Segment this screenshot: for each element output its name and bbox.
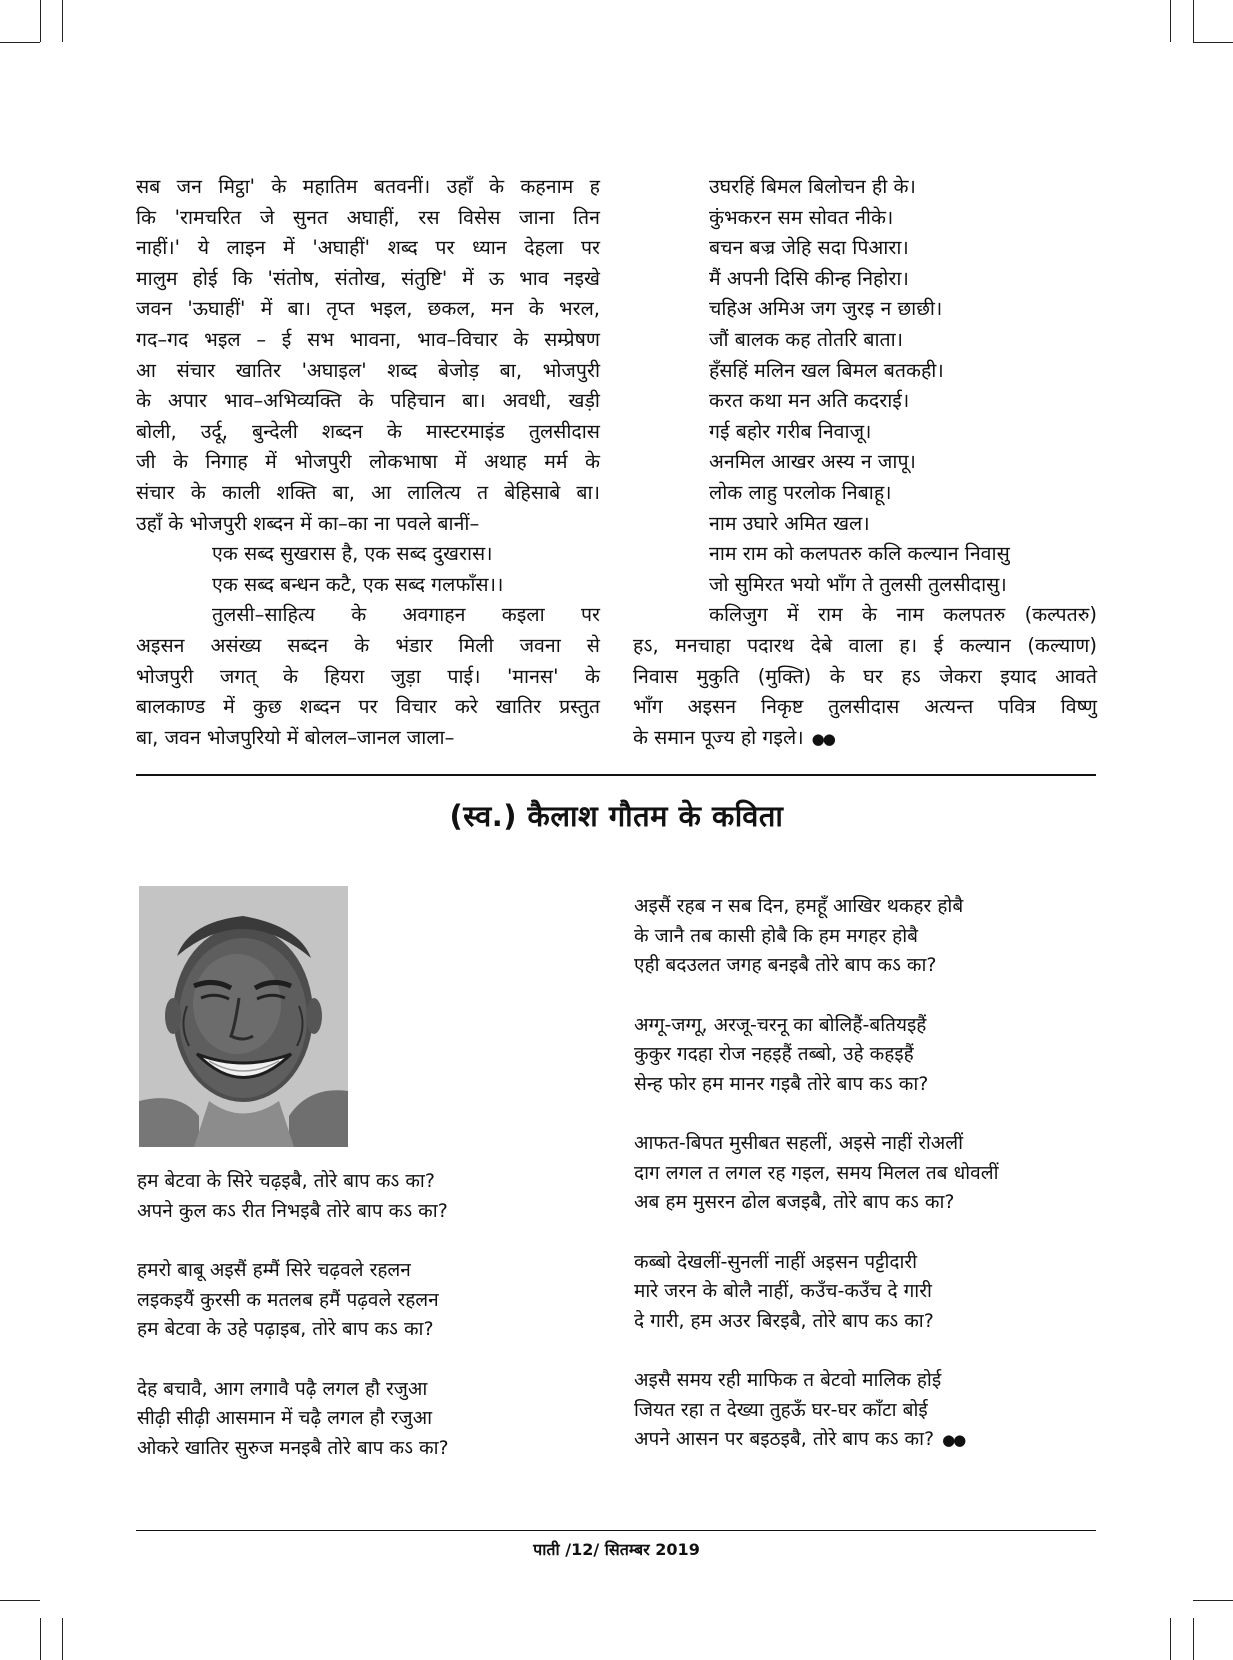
verse-line: उघरहिं बिमल बिलोचन ही के। (709, 175, 916, 198)
article-line: जवन 'ऊघाहीं' में बा। तृप्त भइल, छकल, मन के भरल, (136, 297, 600, 321)
verse-line: जो सुमिरत भयो भाँग ते तुलसी तुलसीदासु। (709, 572, 1007, 596)
section-divider (136, 774, 1096, 776)
verse-line: हँसहिं मलिन खल बिमल बतकही। (709, 358, 944, 382)
article-line: नाहीं।' ये लाइन में 'अघाहीं' शब्द पर ध्यान देहला पर (136, 236, 600, 260)
page-footer: पाती /12/ सितम्बर 2019 (533, 1540, 700, 1559)
verse-line: चहिअ अमिअ जग जुरइ न छाछी। (709, 297, 943, 321)
poem-stanza (137, 1375, 449, 1464)
poem-line: हम बेटवा के सिरे चढ़इबै, तोरे बाप कऽ का? (137, 1170, 435, 1192)
article-right-column (633, 172, 1097, 754)
article-line: कि 'रामचरित जे सुनत अघाहीं, रस विसेस जाना तिन (136, 205, 600, 229)
poem-stanza (634, 1366, 999, 1456)
article-line: उहाँ के भोजपुरी शब्दन में का–का ना पवले बानीं– (136, 511, 480, 535)
poem-line: सेन्ह फोर हम मानर गइबै तोरे बाप कऽ का? (634, 1072, 929, 1095)
poem-stanza (634, 1011, 999, 1100)
article-line: के अपार भाव–अभिव्यक्ति के पहिचान बा। अवधी, खड़ी (136, 389, 600, 413)
article-line: आ संचार खातिर 'अघाइल' शब्द बेजोड़ बा, भोजपुरी (136, 358, 600, 382)
verse-line: नाम राम को कलपतरु कलि कल्यान निवासु (709, 542, 1010, 566)
quote-line: एक सब्द सुखरास है, एक सब्द दुखरास। (212, 542, 493, 566)
article-line: बा, जवन भोजपुरियो में बोलल–जानल जाला– (136, 725, 455, 749)
crop-mark (0, 42, 40, 43)
poet-portrait-photo (139, 886, 348, 1147)
verse-line: अनमिल आखर अस्य न जापू। (709, 450, 916, 474)
poem-stanza (634, 1248, 999, 1337)
article-line: हऽ, मनचाहा पदारथ देबे वाला ह। ई कल्यान (कल्याण) (633, 633, 1097, 657)
portrait-drawing (139, 886, 348, 1147)
article-line: अइसन असंख्य सब्दन के भंडार मिली जवना से (136, 633, 600, 657)
poem-line: एही बदउलत जगह बनइबै तोरे बाप कऽ का? (634, 954, 937, 976)
crop-mark (1193, 1618, 1194, 1660)
article-line: के समान पूज्य हो गइले। ●● (633, 723, 1097, 755)
verse-line: करत कथा मन अति कदराई। (709, 389, 910, 413)
poem-line: दाग लगल त लगल रह गइल, समय मिलल तब धोवलीं (634, 1161, 999, 1184)
verse-line: लोक लाहु परलोक निबाहू। (709, 480, 892, 504)
article-line: कलिजुग में राम के नाम कलपतरु (कल्पतरु) (709, 603, 1097, 627)
poem-stanza (137, 1167, 449, 1226)
poem-line: ओकरे खातिर सुरुज मनइबै तोरे बाप कऽ का? (137, 1436, 449, 1459)
article-left-column (136, 172, 600, 753)
crop-mark (1193, 1600, 1233, 1601)
poem-line: के जानै तब कासी होबै कि हम मगहर होबै (634, 924, 919, 947)
poem-line: अइसै समय रही माफिक त बेटवो मालिक होई (634, 1369, 942, 1391)
footer-divider (136, 1530, 1096, 1531)
poem-left-column (137, 1167, 449, 1493)
crop-mark (0, 1600, 40, 1601)
poem-line: हम बेटवा के उहे पढ़ाइब, तोरे बाप कऽ का? (137, 1318, 434, 1340)
article-line: भाँग अइसन निकृष्ट तुलसीदास अत्यन्त पवित्र विष्णु (633, 695, 1097, 719)
poem-line: देह बचावै, आग लगावै पढ़ै लगल हौ रजुआ (137, 1377, 428, 1400)
poem-line: कुकुर गदहा रोज नहइहैं तब्बो, उहे कहइहैं (634, 1043, 914, 1065)
article-line: तुलसी–साहित्य के अवगाहन कइला पर (212, 603, 600, 627)
crop-mark (1193, 0, 1194, 42)
poem-line: लइकइयैं कुरसी क मतलब हमैं पढ़वले रहलन (137, 1288, 439, 1311)
crop-mark (62, 1618, 63, 1660)
article-line: गद–गद भइल – ई सभ भावना, भाव–विचार के सम्प्रेषण (136, 327, 600, 351)
poem-line: हमरो बाबू अइसैं हम्मैं सिरे चढ़वले रहलन (137, 1259, 411, 1281)
end-mark: ●● (942, 1431, 965, 1449)
verse-line: कुंभकरन सम सोवत नीके। (709, 205, 894, 229)
article-line: संचार के काली शक्ति बा, आ लालित्य त बेहिसाबे बा। (136, 480, 600, 504)
article-line: भोजपुरी जगत् के हियरा जुड़ा पाई। 'मानस' के (136, 664, 600, 688)
crop-mark (40, 0, 41, 42)
poem-line: जियत रहा त देख्या तुहऊँ घर-घर काँटा बोई (634, 1398, 928, 1421)
end-mark: ●● (811, 729, 834, 748)
poem-line: अइसैं रहब न सब दिन, हमहूँ आखिर थकहर होबै (634, 895, 964, 917)
poem-line: अब हम मुसरन ढोल बजइबै, तोरे बाप कऽ का? (634, 1191, 955, 1213)
crop-mark (40, 1618, 41, 1660)
quote-line: एक सब्द बन्धन कटै, एक सब्द गलफाँस।। (212, 572, 504, 596)
article-line: जी के निगाह में भोजपुरी लोकभाषा में अथाह मर्म के (136, 450, 600, 474)
poem-stanza (634, 1129, 999, 1218)
crop-mark (62, 0, 63, 42)
article-line: बोली, उर्दू, बुन्देली शब्दन के मास्टरमाइंड तुलसीदास (136, 419, 600, 443)
article-line: निवास मुकुति (मुक्ति) के घर हऽ जेकरा इयाद आवते (633, 664, 1097, 688)
verse-line: नाम उघारे अमित खल। (709, 511, 870, 535)
poem-line: मारे जरन के बोलै नाहीं, कउँच-कउँच दे गारी (634, 1280, 932, 1302)
article-line: मालुम होई कि 'संतोष, संतोख, संतुष्टि' में ऊ भाव नइखे (136, 266, 600, 290)
article-line: बालकाण्ड में कुछ शब्दन पर विचार करे खातिर प्रस्तुत (136, 695, 600, 719)
poem-line: आफत-बिपत मुसीबत सहलीं, अइसे नाहीं रोअलीं (634, 1132, 964, 1154)
verse-line: गई बहोर गरीब निवाजू। (709, 419, 872, 443)
poem-line: दे गारी, हम अउर बिरइबै, तोरे बाप कऽ का? (634, 1309, 934, 1332)
poem-line: अपने कुल कऽ रीत निभइबै तोरे बाप कऽ का? (137, 1199, 448, 1222)
verse-line: बचन बज्र जेहि सदा पिआरा। (709, 236, 909, 260)
poem-stanza (634, 892, 999, 981)
poem-title: (स्व.) कैलाश गौतम के कविता (449, 799, 784, 833)
poem-line: कब्बो देखलीं-सुनलीं नाहीं अइसन पट्टीदारी (634, 1250, 918, 1273)
verse-line: मैं अपनी दिसि कीन्ह निहोरा। (709, 266, 909, 290)
crop-mark (1170, 1618, 1171, 1660)
poem-line: अपने आसन पर बइठइबै, तोरे बाप कऽ का? ●● (634, 1425, 999, 1456)
poem-line: सीढ़ी सीढ़ी आसमान में चढ़ै लगल हौ रजुआ (137, 1407, 433, 1429)
verse-line: जौं बालक कह तोतरि बाता। (709, 327, 904, 351)
crop-mark (1170, 0, 1171, 42)
article-line: सब जन मिट्ठा' के महातिम बतवनीं। उहाँ के कहनाम ह (136, 175, 600, 198)
poem-stanza (137, 1256, 449, 1345)
poem-line: अग्गू-जग्गू, अरजू-चरनू का बोलिहैं-बतियइहैं (634, 1013, 927, 1036)
crop-mark (1193, 42, 1233, 43)
poem-right-column (634, 892, 999, 1486)
